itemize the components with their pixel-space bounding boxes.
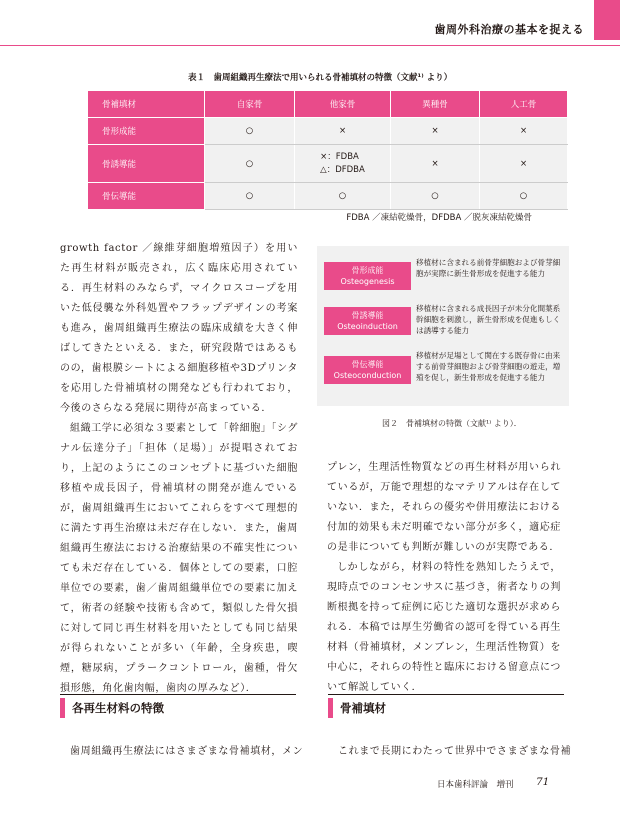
table1-caption: 表１ 歯周組織再生療法で用いられる骨補填材の特徴（文献¹⁾ より）	[188, 73, 453, 83]
paragraph: growth factor ／線維芽細胞増殖因子）を用いた再生材料が販売され，広く臨床応用されている．再生材料のみならず，マイクロスコープを用いた低侵襲な外科処置やフラップデザインの考案も進み，歯周組織再生療法の臨床成績を大きく伸ばしてきたといえる．また，研究段階ではあるものの，歯根膜シートによる細胞移植や3Dプリンタを応用した骨補填材の開発なども行われており，今後のさらなる発展に期待が高まっている．	[60, 243, 298, 414]
table-header-cell: 人工骨	[480, 91, 568, 118]
section1-body: 歯周組織再生療法にはさまざまな骨補填材，メン	[70, 746, 304, 757]
table-cell: ×	[480, 145, 568, 183]
figure2-caption: 図２ 骨補填材の特徴（文献¹⁾ より）．	[382, 419, 522, 428]
figure2-label-osteogenesis	[324, 262, 411, 290]
table-header-row	[88, 91, 568, 118]
table1-note: FDBA ／凍結乾燥骨，DFDBA ／脱灰凍結乾燥骨	[346, 213, 532, 223]
table-cell: ×	[391, 145, 480, 183]
label-en: Osteoinduction	[337, 322, 398, 331]
label-jp: 骨誘導能	[351, 311, 384, 320]
figure2-desc: 移植材に含まれる前骨芽細胞および骨芽細胞が実際に新生骨形成を促進する能力	[416, 258, 561, 278]
section-heading-bone-graft: 骨補填材	[328, 698, 386, 718]
footer-journal: 日本歯科評論 増刊	[437, 780, 514, 790]
table-cell-line: △：DFDBA	[320, 164, 365, 175]
table-cell	[295, 145, 391, 183]
page-number: 71	[536, 776, 550, 788]
table-cell: ○	[205, 145, 295, 183]
table-header-cell: 骨補填材	[88, 91, 205, 118]
label-en: Osteogenesis	[340, 277, 395, 286]
left-column-text	[60, 239, 298, 699]
table-cell: ○	[205, 118, 295, 145]
right-column-text	[327, 458, 561, 698]
figure2-panel	[317, 246, 569, 406]
paragraph: プレン，生理活性物質などの再生材料が用いられているが，万能で理想的なマテリアルは存在していない．また，それらの優劣や併用療法における付加的効果も未だ明確でない部分が多く，適応症の是非についても判断が難しいのが実際である．	[327, 462, 561, 553]
section-heading-materials: 各再生材料の特徴	[60, 698, 164, 718]
label-jp: 骨形成能	[351, 266, 384, 275]
table-header-cell: 他家骨	[295, 91, 391, 118]
label-jp: 骨伝導能	[351, 360, 384, 369]
table-cell-line: ×：FDBA	[320, 151, 359, 162]
bone-graft-table	[88, 91, 568, 210]
row-label: 骨誘導能	[88, 145, 205, 183]
table-cell: ○	[391, 183, 480, 210]
figure2-desc: 移植材に含まれる成長因子が未分化間葉系幹細胞を刺激し，新生骨形成を促進もしくは誘導する能力	[416, 304, 561, 335]
table-cell: ○	[295, 183, 391, 210]
table-cell: ○	[480, 183, 568, 210]
header-rule	[0, 45, 620, 46]
table-cell: ×	[391, 118, 480, 145]
row-label: 骨伝導能	[88, 183, 205, 210]
table-header-cell: 自家骨	[205, 91, 295, 118]
paragraph: 組織工学に必須な３要素として「幹細胞」「シグナル伝達分子」「担体（足場）」が提唱されており，上記のようにこのコンセプトに基づいた細胞移植や成長因子，骨補填材の開発が進んでいるが，歯周組織再生においてこれらをすべて理想的に満たす再生治療は未だ存在しない．また，歯周組織再生療法における治療結果の不確実性についても未だ存在している．個体としての要素，口腔単位での要素，歯／歯周組織単位での要素に加えて，術者の経験や技術も含めて，類似した骨欠損に対して同じ再生材料を用いたとしても同じ結果が得られないことが多い（年齢，全身疾患，喫煙，糖尿病，プラークコントロール，歯種，骨欠損形態，角化歯肉幅，歯肉の厚みなど）．	[60, 423, 298, 694]
figure2-label-osteoinduction	[324, 307, 411, 335]
table-cell: ×	[480, 118, 568, 145]
table-cell: ○	[205, 183, 295, 210]
paragraph: しかしながら，材料の特性を熟知したうえで，現時点でのコンセンサスに基づき，術者なりの判断根拠を持って症例に応じた適切な選択が求められる．本稿では厚生労働省の認可を得ている再生材料（骨補填材，メンブレン，生理活性物質）を中心に，それらの特性と臨床における留意点について解説していく．	[327, 562, 561, 693]
section-rule	[328, 694, 564, 695]
table-header-cell: 異種骨	[391, 91, 480, 118]
row-label: 骨形成能	[88, 118, 205, 145]
table-row	[88, 145, 568, 183]
section2-body: これまで長期にわたって世界中でさまざまな骨補	[338, 746, 572, 757]
table-cell: ×	[295, 118, 391, 145]
table-row	[88, 118, 568, 145]
table-row	[88, 183, 568, 210]
chapter-tab	[594, 0, 620, 40]
figure2-desc: 移植材が足場として関在する既存骨に由来する前骨芽細胞および骨芽細胞の遊走，増殖を促し，新生骨形成を促進する能力	[416, 351, 561, 382]
section-rule	[60, 694, 296, 695]
running-header-title: 歯周外科治療の基本を捉える	[434, 23, 584, 36]
figure2-label-osteoconduction	[324, 356, 411, 384]
label-en: Osteoconduction	[333, 371, 402, 380]
